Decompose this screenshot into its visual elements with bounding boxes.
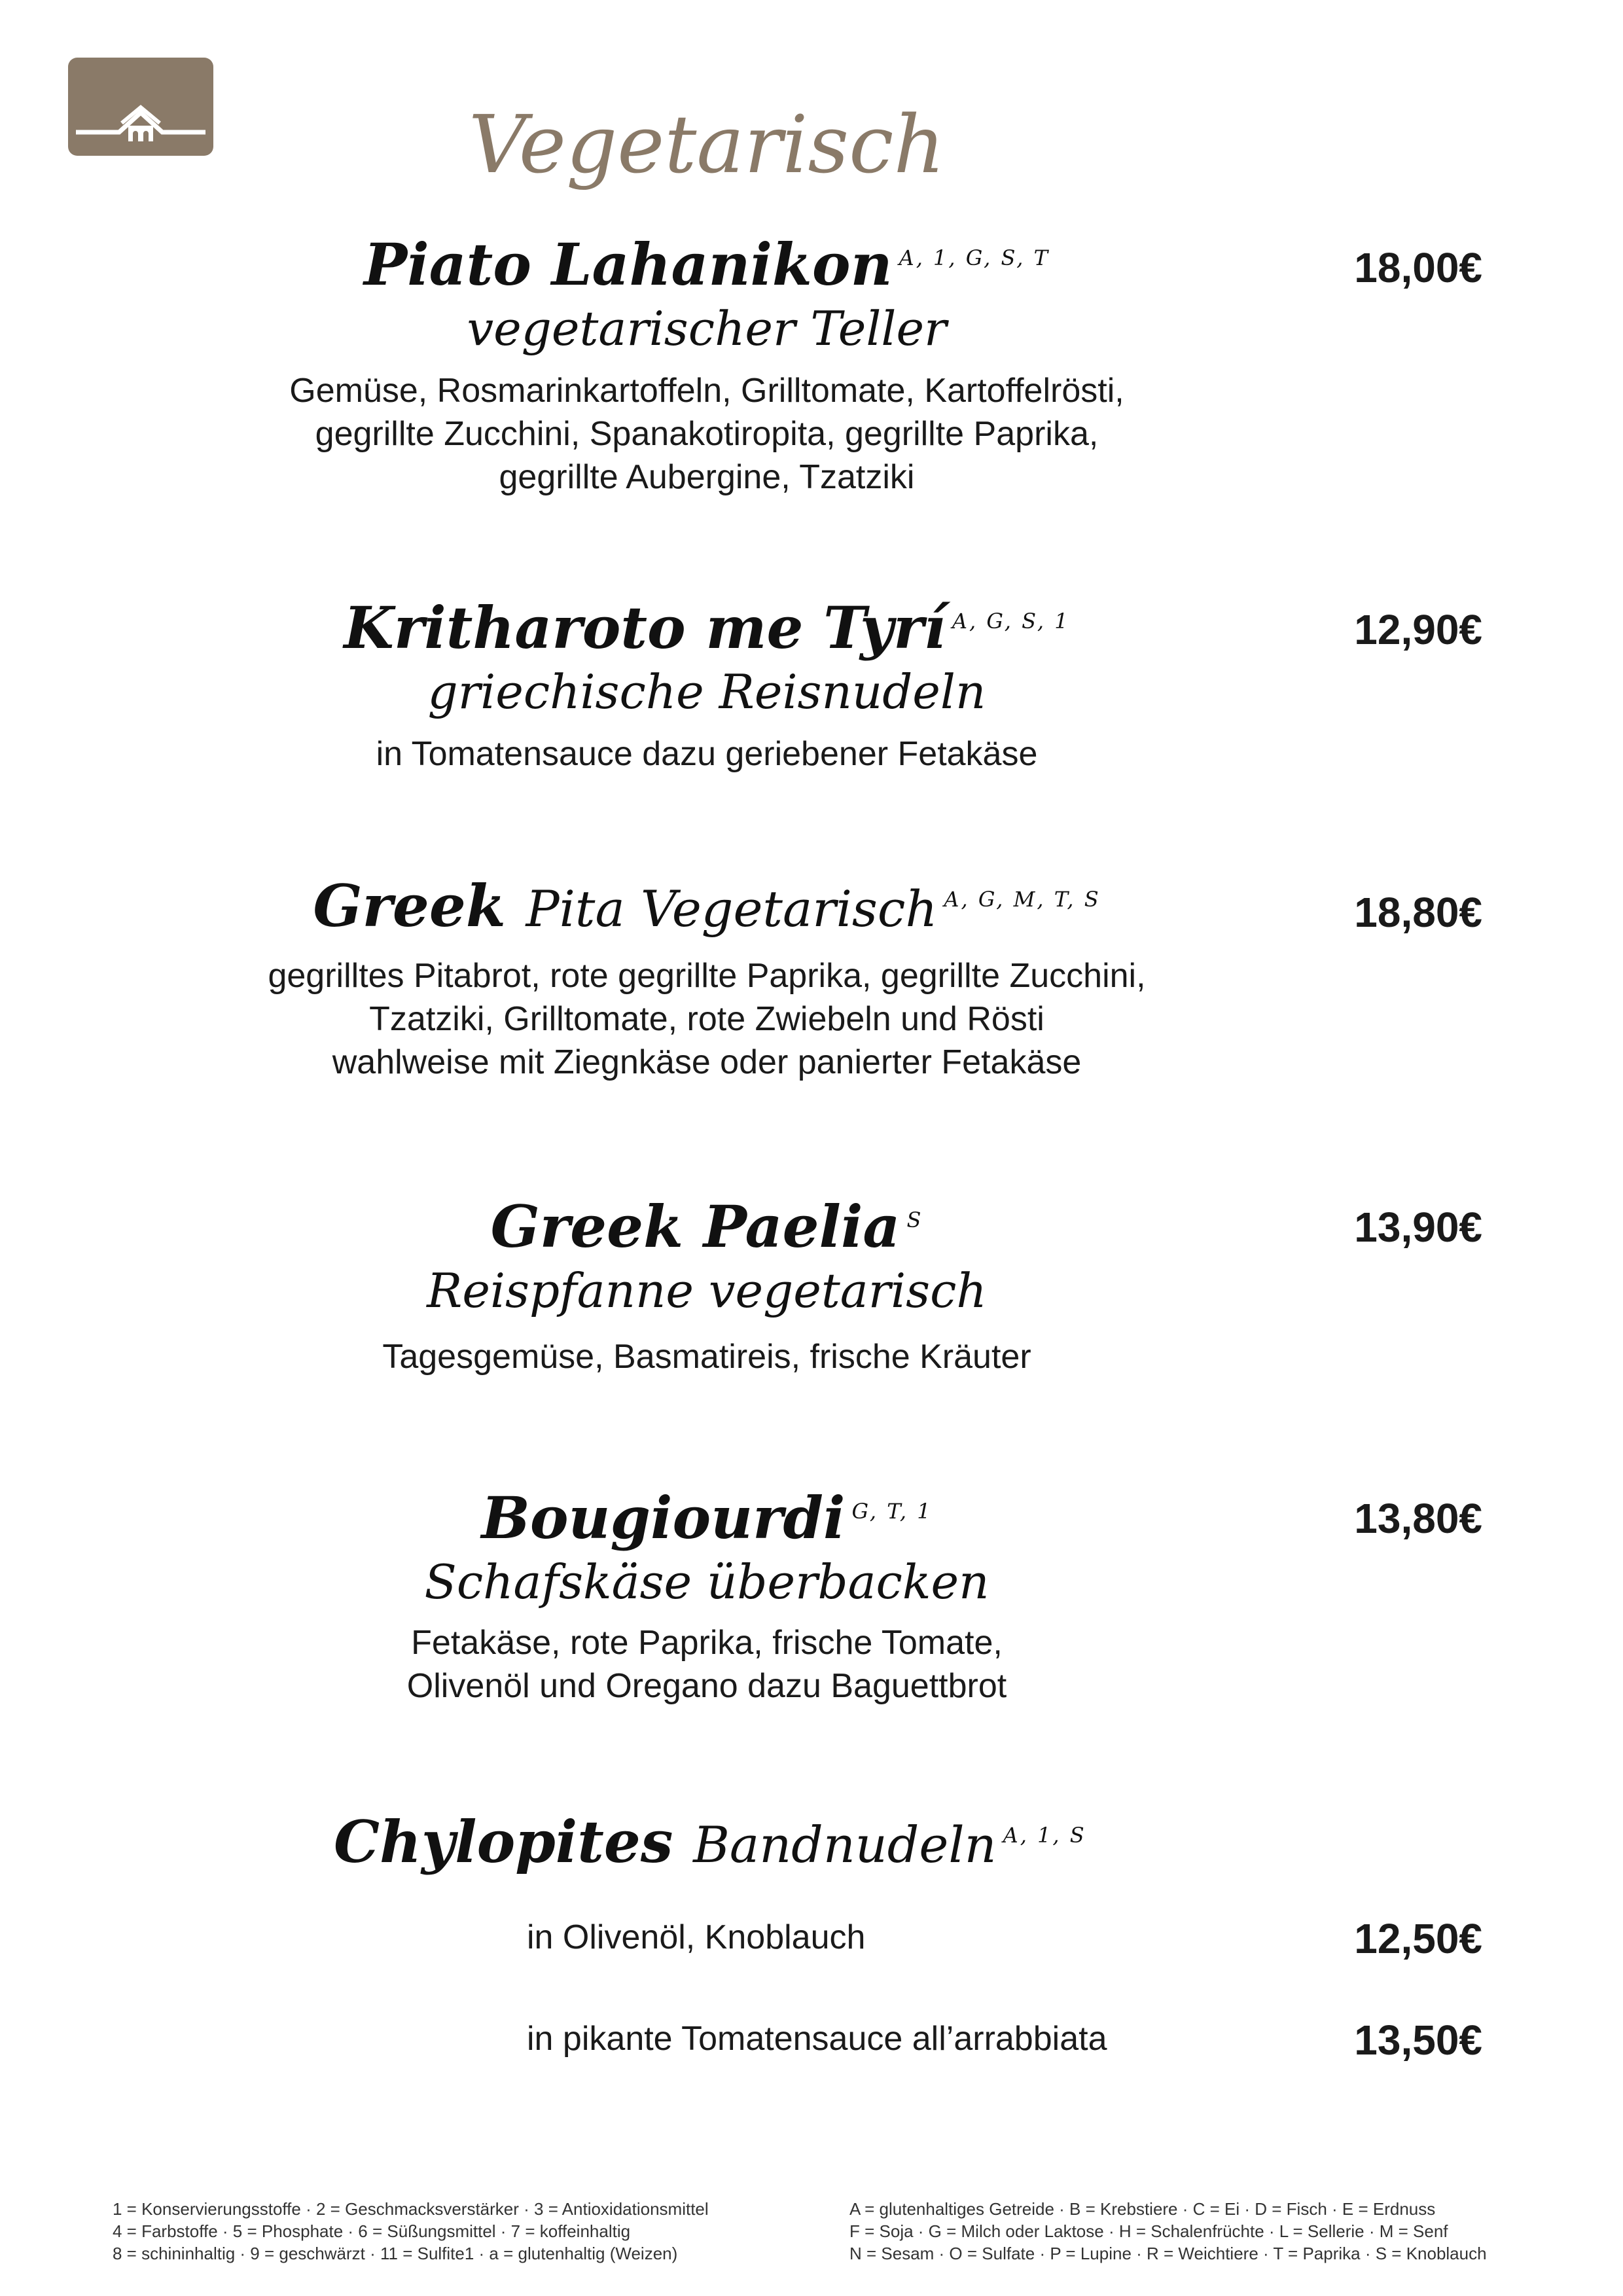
legend-line: 1 = Konservierungsstoffe · 2 = Geschmacksverstärker · 3 = Antioxidationsmittel [113, 2199, 709, 2219]
allergen-codes: A, G, M, T, S [944, 886, 1101, 912]
dish-price: 18,80€ [1354, 889, 1482, 936]
allergens-legend [849, 2198, 1487, 2265]
dish-item [0, 1193, 1414, 1378]
allergen-codes: S [906, 1207, 923, 1232]
description-line: gegrillte Zucchini, Spanakotiropita, gegrillte Paprika, [315, 415, 1099, 453]
dish-item [0, 230, 1414, 499]
dish-name: Piato Lahanikon [364, 230, 893, 298]
page-title: Vegetarisch [468, 98, 945, 191]
dish-price: 13,80€ [1354, 1495, 1482, 1542]
allergen-codes: A, G, S, 1 [952, 608, 1070, 634]
variant-price: 12,50€ [1354, 1915, 1482, 1962]
description-line: Tagesgemüse, Basmatireis, frische Kräuter [382, 1338, 1031, 1376]
variant-label: in pikante Tomatensauce all’arrabbiata [527, 2020, 1107, 2058]
dish-subtitle: Reispfanne vegetarisch [427, 1263, 987, 1318]
dish-item [334, 1808, 1086, 1876]
dish-price: 13,90€ [1354, 1204, 1482, 1251]
description-line: Olivenöl und Oregano dazu Baguettbrot [406, 1667, 1007, 1705]
dish-subtitle: griechische Reisnudeln [427, 664, 986, 719]
additives-legend [113, 2198, 709, 2265]
allergen-codes: A, 1, S [1003, 1822, 1086, 1848]
dish-subtitle: Schafskäse überbacken [424, 1554, 990, 1609]
variant-price: 13,50€ [1354, 2017, 1482, 2064]
dish-name: Greek [313, 872, 506, 940]
dish-name: Greek Paelia [490, 1193, 901, 1261]
description-line: Fetakäse, rote Paprika, frische Tomate, [411, 1624, 1003, 1662]
dish-item [0, 1484, 1414, 1708]
variant-label: in Olivenöl, Knoblauch [527, 1918, 866, 1956]
dish-name-suffix: Bandnudeln [693, 1816, 997, 1874]
dish-description [0, 954, 1414, 1084]
description-line: Tzatziki, Grilltomate, rote Zwiebeln und Rösti [369, 1000, 1044, 1038]
dish-price: 12,90€ [1354, 606, 1482, 653]
description-line: wahlweise mit Ziegnkäse oder panierter Fetakäse [332, 1043, 1082, 1081]
dish-description [0, 1621, 1414, 1708]
legend-line: 4 = Farbstoffe · 5 = Phosphate · 6 = Süßungsmittel · 7 = koffeinhaltig [113, 2221, 631, 2241]
description-line: gegrillte Aubergine, Tzatziki [499, 458, 915, 496]
allergen-codes: G, T, 1 [851, 1498, 933, 1524]
dish-price: 18,00€ [1354, 244, 1482, 291]
legend-line: A = glutenhaltiges Getreide · B = Krebstiere · C = Ei · D = Fisch · E = Erdnuss [849, 2199, 1436, 2219]
dish-subtitle: vegetarischer Teller [467, 301, 947, 356]
legend-line: N = Sesam · O = Sulfate · P = Lupine · R = Weichtiere · T = Paprika · S = Knoblauch [849, 2244, 1487, 2263]
description-line: Gemüse, Rosmarinkartoffeln, Grilltomate, Kartoffelrösti, [289, 372, 1124, 410]
dish-description [0, 732, 1414, 776]
dish-name: Chylopites [334, 1808, 673, 1876]
dish-description [0, 1335, 1414, 1378]
dish-name-suffix: Pita Vegetarisch [526, 880, 938, 938]
description-line: gegrilltes Pitabrot, rote gegrillte Paprika, gegrillte Zucchini, [268, 957, 1146, 995]
dish-description [0, 369, 1414, 499]
allergen-codes: A, 1, G, S, T [899, 245, 1050, 270]
legend-line: 8 = schininhaltig · 9 = geschwärzt · 11 = Sulfite1 · a = glutenhaltig (Weizen) [113, 2244, 678, 2263]
dish-item [0, 872, 1414, 1084]
legend-line: F = Soja · G = Milch oder Laktose · H = Schalenfrüchte · L = Sellerie · M = Senf [849, 2221, 1448, 2241]
dish-name: Bougiourdi [481, 1484, 846, 1552]
description-line: in Tomatensauce dazu geriebener Fetakäse [376, 735, 1038, 773]
dish-name: Kritharoto me Tyrí [344, 594, 946, 662]
dish-item [0, 594, 1414, 776]
